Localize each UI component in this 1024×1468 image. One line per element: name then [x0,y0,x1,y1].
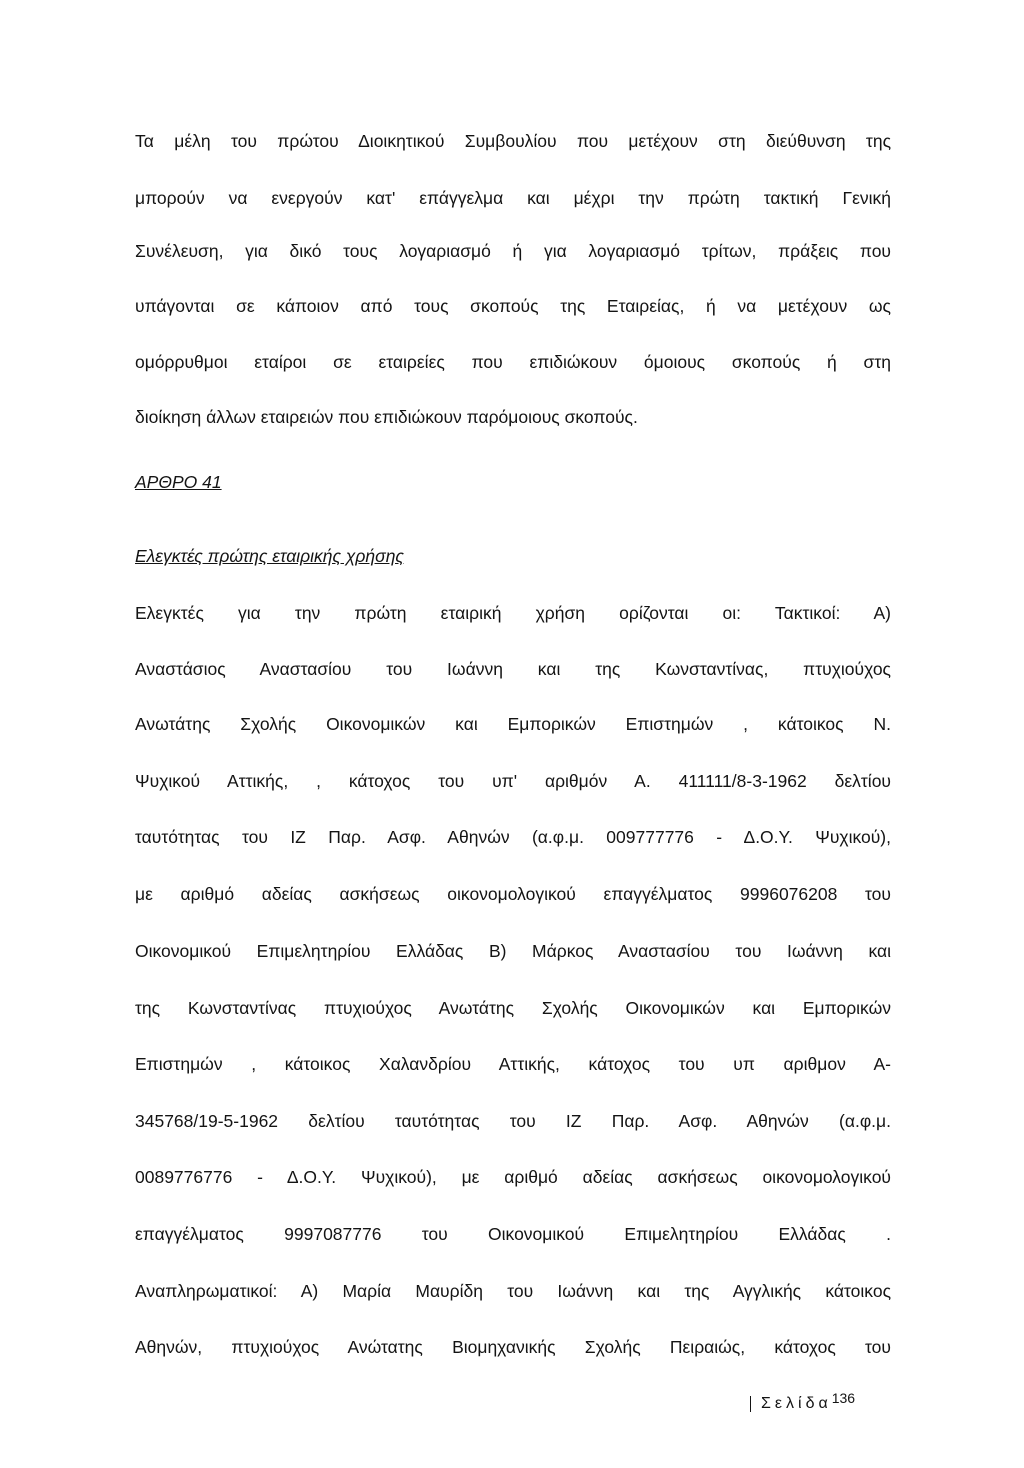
paragraph-2-line-5: ταυτότητας του ΙΖ Παρ. Ασφ. Αθηνών (α.φ.μ. 009777776 - Δ.Ο.Υ. Ψυχικού), [135,827,891,847]
footer-page-label: Σελίδα [761,1395,832,1412]
paragraph-2-line-13: Αναπληρωματικοί: Α) Μαρία Μαυρίδη του Ιωάννη και της Αγγλικής κάτοικος [135,1281,891,1301]
paragraph-2-line-14: Αθηνών, πτυχιούχος Ανώτατης Βιομηχανικής Σχολής Πειραιώς, κάτοχος του [135,1337,891,1357]
paragraph-2-line-6: με αριθμό αδείας ασκήσεως οικονομολογικού επαγγέλματος 9996076208 του [135,884,891,904]
paragraph-1-line-2: μπορούν να ενεργούν κατ' επάγγελμα και μέχρι την πρώτη τακτική Γενική [135,188,891,208]
page-footer [750,1390,856,1413]
article-title-heading: Ελεγκτές πρώτης εταιρικής χρήσης [135,546,404,566]
paragraph-2-line-3: Ανωτάτης Σχολής Οικονομικών και Εμπορικών Επιστημών , κάτοικος Ν. [135,714,891,734]
paragraph-1-line-6: διοίκηση άλλων εταιρειών που επιδιώκουν παρόμοιους σκοπούς. [135,407,638,427]
paragraph-2-line-9: Επιστημών , κάτοικος Χαλανδρίου Αττικής, κάτοχος του υπ αριθμον Α- [135,1054,891,1074]
article-number-heading: ΑΡΘΡΟ 41 [135,472,222,492]
paragraph-2-line-12: επαγγέλματος 9997087776 του Οικονομικού Επιμελητηρίου Ελλάδας . [135,1224,891,1244]
footer-page-number: 136 [831,1390,856,1406]
paragraph-1-line-4: υπάγονται σε κάποιον από τους σκοπούς της Εταιρείας, ή να μετέχουν ως [135,296,891,316]
paragraph-2-line-8: της Κωνσταντίνας πτυχιούχος Ανωτάτης Σχολής Οικονομικών και Εμπορικών [135,998,891,1018]
paragraph-1-line-1: Τα μέλη του πρώτου Διοικητικού Συμβουλίου που μετέχουν στη διεύθυνση της [135,131,891,151]
paragraph-2-line-7: Οικονομικού Επιμελητηρίου Ελλάδας Β) Μάρκος Αναστασίου του Ιωάννη και [135,941,891,961]
paragraph-2-line-2: Αναστάσιος Αναστασίου του Ιωάννη και της Κωνσταντίνας, πτυχιούχος [135,659,891,679]
paragraph-1-line-3: Συνέλευση, για δικό τους λογαριασμό ή για λογαριασμό τρίτων, πράξεις που [135,241,891,261]
paragraph-2-line-10: 345768/19-5-1962 δελτίου ταυτότητας του ΙΖ Παρ. Ασφ. Αθηνών (α.φ.μ. [135,1111,891,1131]
paragraph-1-line-5: ομόρρυθμοι εταίροι σε εταιρείες που επιδιώκουν όμοιους σκοπούς ή στη [135,352,891,372]
footer-divider [750,1396,751,1412]
paragraph-2-line-4: Ψυχικού Αττικής, , κάτοχος του υπ' αριθμόν Α. 411111/8-3-1962 δελτίου [135,771,891,791]
paragraph-2-line-1: Ελεγκτές για την πρώτη εταιρική χρήση ορίζονται οι: Τακτικοί: Α) [135,603,891,623]
paragraph-2-line-11: 0089776776 - Δ.Ο.Υ. Ψυχικού), με αριθμό αδείας ασκήσεως οικονομολογικού [135,1167,891,1187]
